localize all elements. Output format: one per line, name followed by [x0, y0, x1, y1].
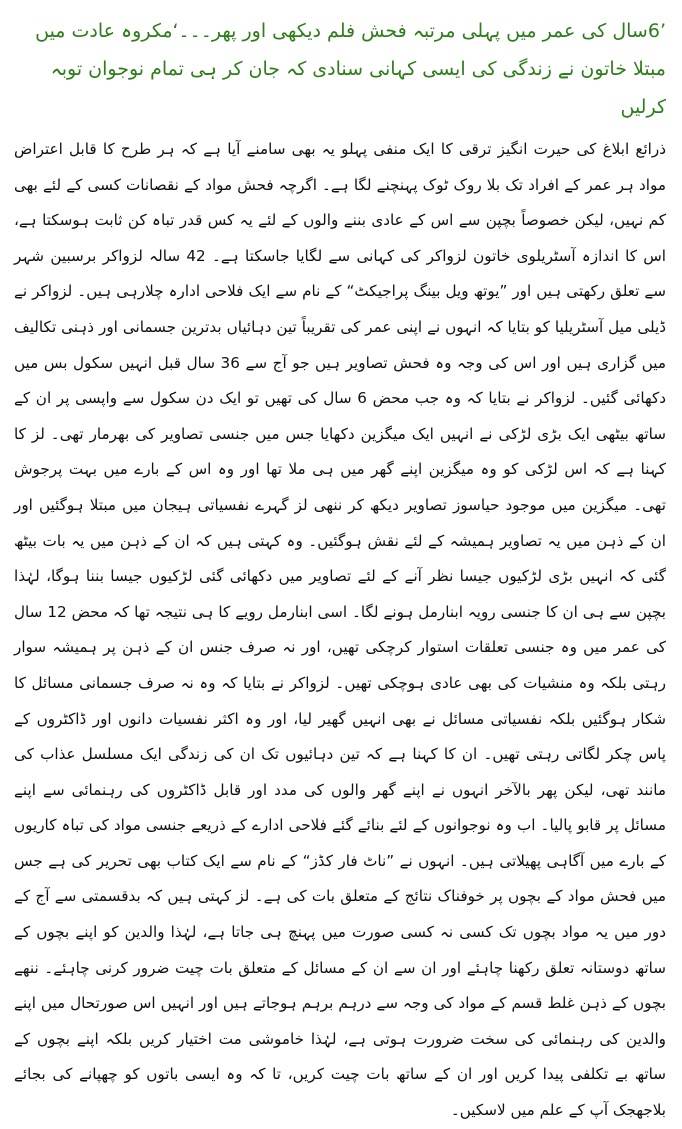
- article-headline: ’6سال کی عمر میں پہلی مرتبہ فحش فلم دیکھی اور پھر۔۔۔‘مکروہ عادت میں مبتلا خاتون نے زندگی کی ایسی کہانی سنادی کہ جان کر ہی تمام نوجوان توبہ کرلیں: [35, 20, 666, 118]
- article-body: ذرائع ابلاغ کی حیرت انگیز ترقی کا ایک منفی پہلو یہ بھی سامنے آیا ہے کہ ہر طرح کا قابل اعتراض مواد ہر عمر کے افراد تک بلا روک ٹوک پہنچنے لگا ہے۔ اگرچہ فحش مواد کے نقصانات کسی کے لئے بھی کم نہیں، لیکن خصوصاً بچپن سے اس کے عادی بننے والوں کے لئے یہ کس قدر تباہ کن ثابت ہوسکتا ہے، اس کا اندازہ آسٹریلوی خاتون لزواکر کی کہانی سے لگایا جاسکتا ہے۔ 42 سالہ لزواکر برسبین شہر سے تعلق رکھتی ہیں اور ”یوتھ ویل بینگ پراجیکٹ“ کے نام سے ایک فلاحی ادارہ چلارہی ہیں۔ لزواکر نے ڈیلی میل آسٹریلیا کو بتایا کہ انہوں نے اپنی عمر کی تقریباً تین دہائیاں بدترین جسمانی اور ذہنی تکالیف میں گزاری ہیں اور اس کی وجہ وہ فحش تصاویر ہیں جو آج سے 36 سال قبل انہیں سکول بس میں دکھائی گئیں۔ لزواکر نے بتایا کہ وہ جب محض 6 سال کی تھیں تو ایک دن سکول سے واپسی پر ان کے ساتھ بیٹھی ایک بڑی لڑکی نے انہیں ایک میگزین دکھایا جس میں جنسی تصاویر کی بھرمار تھی۔ لز کا کہنا ہے کہ اس لڑکی کو وہ میگزین اپنے گھر میں ہی ملا تھا اور وہ اس کے بارے میں بہت پرجوش تھی۔ میگزین میں موجود حیاسوز تصاویر دیکھ کر ننھی لز گہرے نفسیاتی ہیجان میں مبتلا ہوگئیں اور ان کے ذہن میں یہ تصاویر ہمیشہ کے لئے نقش ہوگئیں۔ وہ کہتی ہیں کہ ان کے ذہن میں یہ بات بیٹھ گئی کہ انہیں بڑی لڑکیوں جیسا نظر آنے کے لئے تصاویر میں دکھائی گئی لڑکیوں جیسا بننا ہوگا، لہٰذا بچپن سے ہی ان کا جنسی رویہ ابنارمل ہونے لگا۔ اسی ابنارمل رویے کا ہی نتیجہ تھا کہ محض 12 سال کی عمر میں وہ جنسی تعلقات استوار کرچکی تھیں، اور نہ صرف جنس ان کے ذہن پر ہمیشہ سوار رہتی بلکہ وہ منشیات کی بھی عادی ہوچکی تھیں۔ لزواکر نے بتایا کہ وہ نہ صرف جسمانی مسائل کا شکار ہوگئیں بلکہ نفسیاتی مسائل نے بھی انہیں گھیر لیا، اور وہ اکثر نفسیات دانوں اور ڈاکٹروں کے پاس چکر لگاتی رہتی تھیں۔ ان کا کہنا ہے کہ تین دہائیوں تک ان کی زندگی ایک مسلسل عذاب کی مانند تھی، لیکن پھر بالآخر انہوں نے اپنے گھر والوں کی مدد اور قابل ڈاکٹروں کی رہنمائی سے اپنے مسائل پر قابو پالیا۔ اب وہ نوجوانوں کے لئے بنائے گئے فلاحی ادارے کے ذریعے جنسی مواد کی تباہ کاریوں کے بارے میں آگاہی پھیلاتی ہیں۔ انہوں نے ”ناٹ فار کڈز“ کے نام سے ایک کتاب بھی تحریر کی ہے جس میں فحش مواد کے بچوں پر خوفناک نتائج کے متعلق بات کی ہے۔ لز کہتی ہیں کہ بدقسمتی سے آج کے دور میں یہ مواد بچوں تک کسی نہ کسی صورت میں پہنچ ہی جاتا ہے، لہٰذا والدین کو اپنے بچوں کے ساتھ دوستانہ تعلق رکھنا چاہئے اور ان سے ان کے مسائل کے متعلق بات چیت ضرور کرنی چاہئے۔ ننھے بچوں کے ذہن غلط قسم کے مواد کی وجہ سے درہم برہم ہوجاتے ہیں اور انہیں اس صورتحال میں اپنے والدین کی رہنمائی کی سخت ضرورت ہوتی ہے، لہٰذا خاموشی مت اختیار کریں بلکہ اپنے بچوں کے ساتھ بے تکلفی پیدا کریں اور ان کے ساتھ بات چیت کریں، تا کہ وہ ایسی باتوں کو چھپانے کی بجائے بلاجھجک آپ کے علم میں لاسکیں۔: [14, 140, 667, 1120]
